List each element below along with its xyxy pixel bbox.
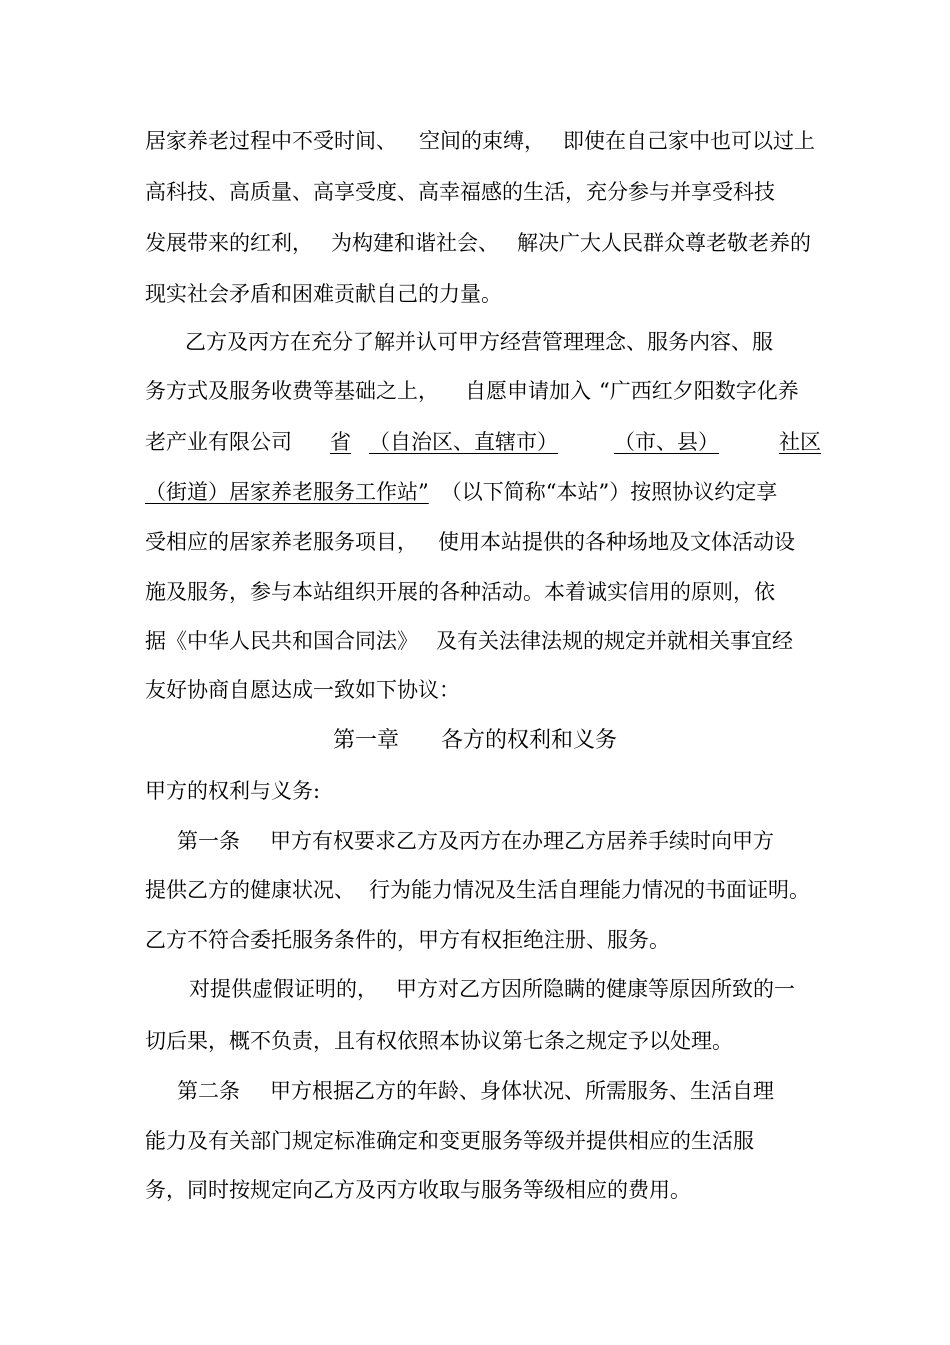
- paragraph-line: 居家养老过程中不受时间、 空间的束缚， 即使在自己家中也可以过上: [145, 129, 815, 153]
- paragraph-line: 友好协商自愿达成一致如下协议：: [145, 678, 460, 702]
- workstation-name: （街道）居家养老服务工作站”: [145, 480, 429, 504]
- article-line: 切后果，概不负责，且有权依照本协议第七条之规定予以处理。: [145, 1029, 733, 1053]
- article-line: 务，同时按规定向乙方及丙方收取与服务等级相应的费用。: [145, 1178, 691, 1202]
- article-label: 第一条: [177, 829, 240, 853]
- paragraph-line: 务方式及服务收费等基础之上， 自愿申请加入 “广西红夕阳数字化养: [145, 379, 799, 403]
- paragraph-line: 施及服务，参与本站组织开展的各种活动。本着诚实信用的原则，依: [145, 580, 775, 604]
- paragraph-line: 老产业有限公司 省 （自治区、直辖市） （市、县） 社区: [145, 430, 821, 454]
- section-title: 甲方的权利与义务:: [145, 779, 321, 803]
- article-line: 第一条 甲方有权要求乙方及丙方在办理乙方居养手续时向甲方: [177, 829, 774, 853]
- paragraph-line: 据《中华人民共和国合同法》 及有关法律法规的规定并就相关事宜经: [145, 629, 793, 653]
- chapter-heading: 第一章 各方的权利和义务: [333, 728, 617, 753]
- paragraph-line: （街道）居家养老服务工作站” （以下简称“本站”）按照协议约定享: [145, 480, 778, 504]
- paragraph-line: 受相应的居家养老服务项目， 使用本站提供的各种场地及文体活动设: [145, 530, 795, 554]
- article-line: 第二条 甲方根据乙方的年龄、身体状况、所需服务、生活自理: [177, 1079, 774, 1103]
- paragraph-line: 乙方及丙方在充分了解并认可甲方经营管理理念、服务内容、服: [185, 330, 773, 354]
- paragraph-line: 发展带来的红利， 为构建和谐社会、 解决广大人民群众尊老敬老养的: [145, 231, 811, 255]
- article-line: 乙方不符合委托服务条件的，甲方有权拒绝注册、服务。: [145, 928, 670, 952]
- paragraph-line: 现实社会矛盾和困难贡献自己的力量。: [145, 282, 502, 306]
- article-line: 提供乙方的健康状况、 行为能力情况及生活自理能力情况的书面证明。: [145, 878, 810, 902]
- paragraph-line: 高科技、高质量、高享受度、高幸福感的生活，充分参与并享受科技: [145, 180, 775, 204]
- address-fill-in: 省 （自治区、直辖市） （市、县） 社区: [330, 430, 821, 454]
- article-line: 对提供虚假证明的， 甲方对乙方因所隐瞒的健康等原因所致的一: [189, 977, 795, 1001]
- article-line: 能力及有关部门规定标准确定和变更服务等级并提供相应的生活服: [145, 1129, 754, 1153]
- article-label: 第二条: [177, 1079, 240, 1103]
